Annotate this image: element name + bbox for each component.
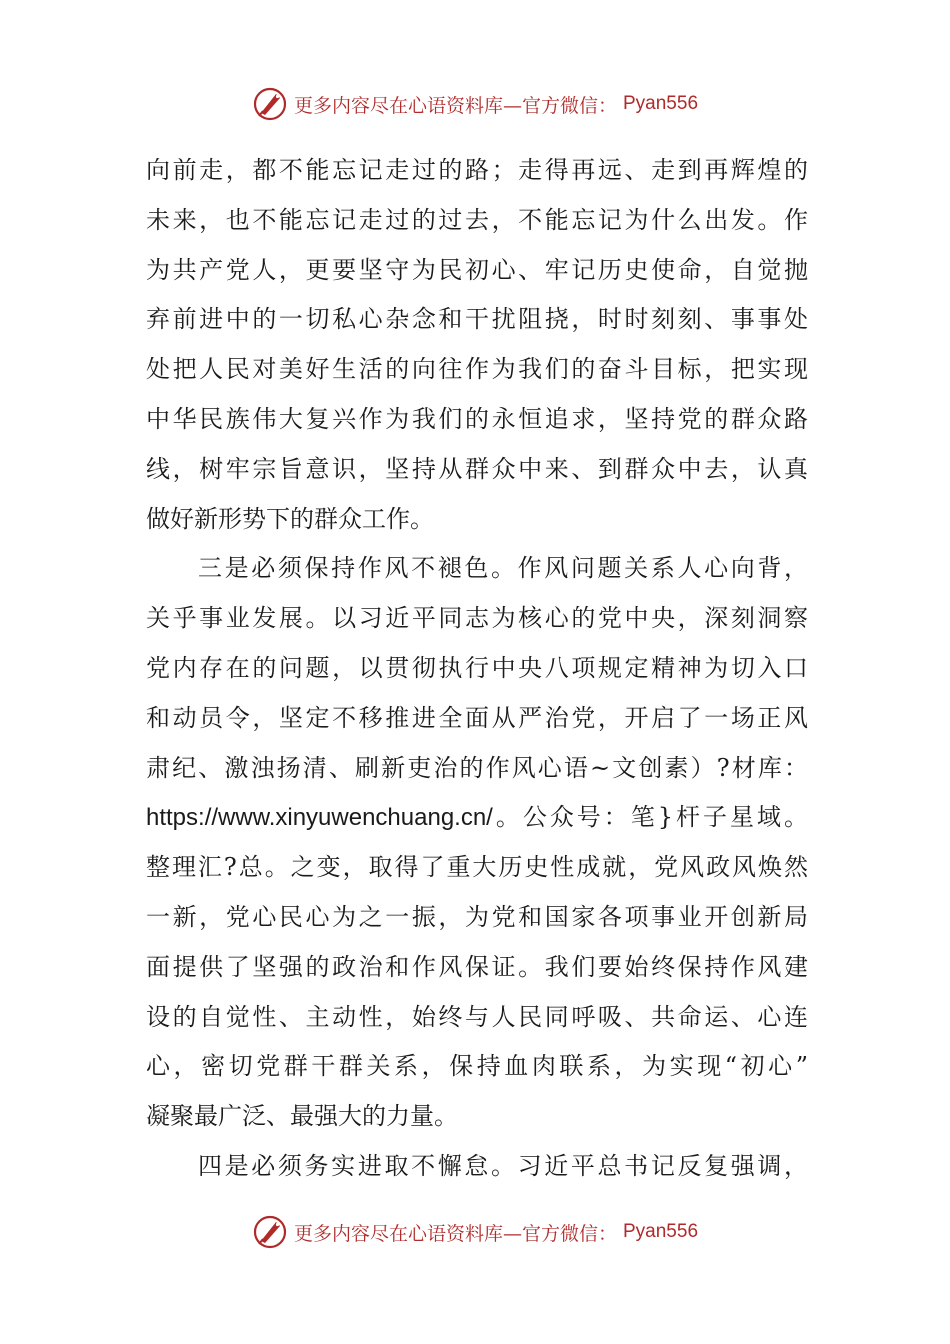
text-line: 肃纪、激浊扬清、刷新吏治的作风心语~文创素）?材库： <box>146 753 808 782</box>
text-line: 心，密切党群干群关系，保持血肉联系，为实现“初心” <box>146 1052 808 1081</box>
text-line: 面提供了坚强的政治和作风保证。我们要始终保持作风建 <box>146 952 808 981</box>
header-banner <box>0 84 950 124</box>
text-fragment: 。公众号：笔}杆子星域。 <box>492 803 808 832</box>
text-line: 做好新形势下的群众工作。 <box>146 504 434 533</box>
website-url: https://www.xinyuwenchuang.cn/ <box>146 804 493 832</box>
text-line: 线，树牢宗旨意识，坚持从群众中来、到群众中去，认真 <box>146 454 808 483</box>
text-line: 一新，党心民心为之一振，为党和国家各项事业开创新局 <box>146 902 808 931</box>
text-line: 和动员令，坚定不移推进全面从严治党，开启了一场正风 <box>146 703 808 732</box>
text-line: 凝聚最广泛、最强大的力量。 <box>146 1102 458 1131</box>
footer-banner <box>0 1212 950 1252</box>
header-text: 更多内容尽在心语资料库—官方微信： <box>293 94 617 117</box>
text-line: 弃前进中的一切私心杂念和干扰阻挠，时时刻刻、事事处 <box>146 305 808 334</box>
paragraph-start-line: 四是必须务实进取不懈怠。习近平总书记反复强调， <box>198 1151 808 1180</box>
text-line: 设的自觉性、主动性，始终与人民同呼吸、共命运、心连 <box>146 1002 808 1031</box>
footer-text: 更多内容尽在心语资料库—官方微信： <box>293 1222 617 1245</box>
pen-nib-circle-icon <box>252 86 288 122</box>
text-line: 中华民族伟大复兴作为我们的永恒追求，坚持党的群众路 <box>146 404 808 433</box>
text-line: 为共产党人，更要坚守为民初心、牢记历史使命，自觉抛 <box>146 255 808 284</box>
header-wechat-id: Pyan556 <box>623 93 699 114</box>
text-line: 向前走，都不能忘记走过的路；走得再远、走到再辉煌的 <box>146 156 808 184</box>
paragraph-start-line: 三是必须保持作风不褪色。作风问题关系人心向背， <box>198 554 808 583</box>
text-line: 关乎事业发展。以习近平同志为核心的党中央，深刻洞察 <box>146 604 808 633</box>
text-line: 未来，也不能忘记走过的过去，不能忘记为什么出发。作 <box>146 205 808 234</box>
footer-wechat-id: Pyan556 <box>623 1221 699 1242</box>
text-line: 整理汇?总。之变，取得了重大历史性成就，党风政风焕然 <box>146 853 808 882</box>
document-body <box>146 146 808 1192</box>
url-line <box>146 793 808 843</box>
text-line: 处把人民对美好生活的向往作为我们的奋斗目标，把实现 <box>146 355 808 384</box>
pen-nib-circle-icon <box>252 1214 288 1250</box>
text-line: 党内存在的问题，以贯彻执行中央八项规定精神为切入口 <box>146 653 808 682</box>
